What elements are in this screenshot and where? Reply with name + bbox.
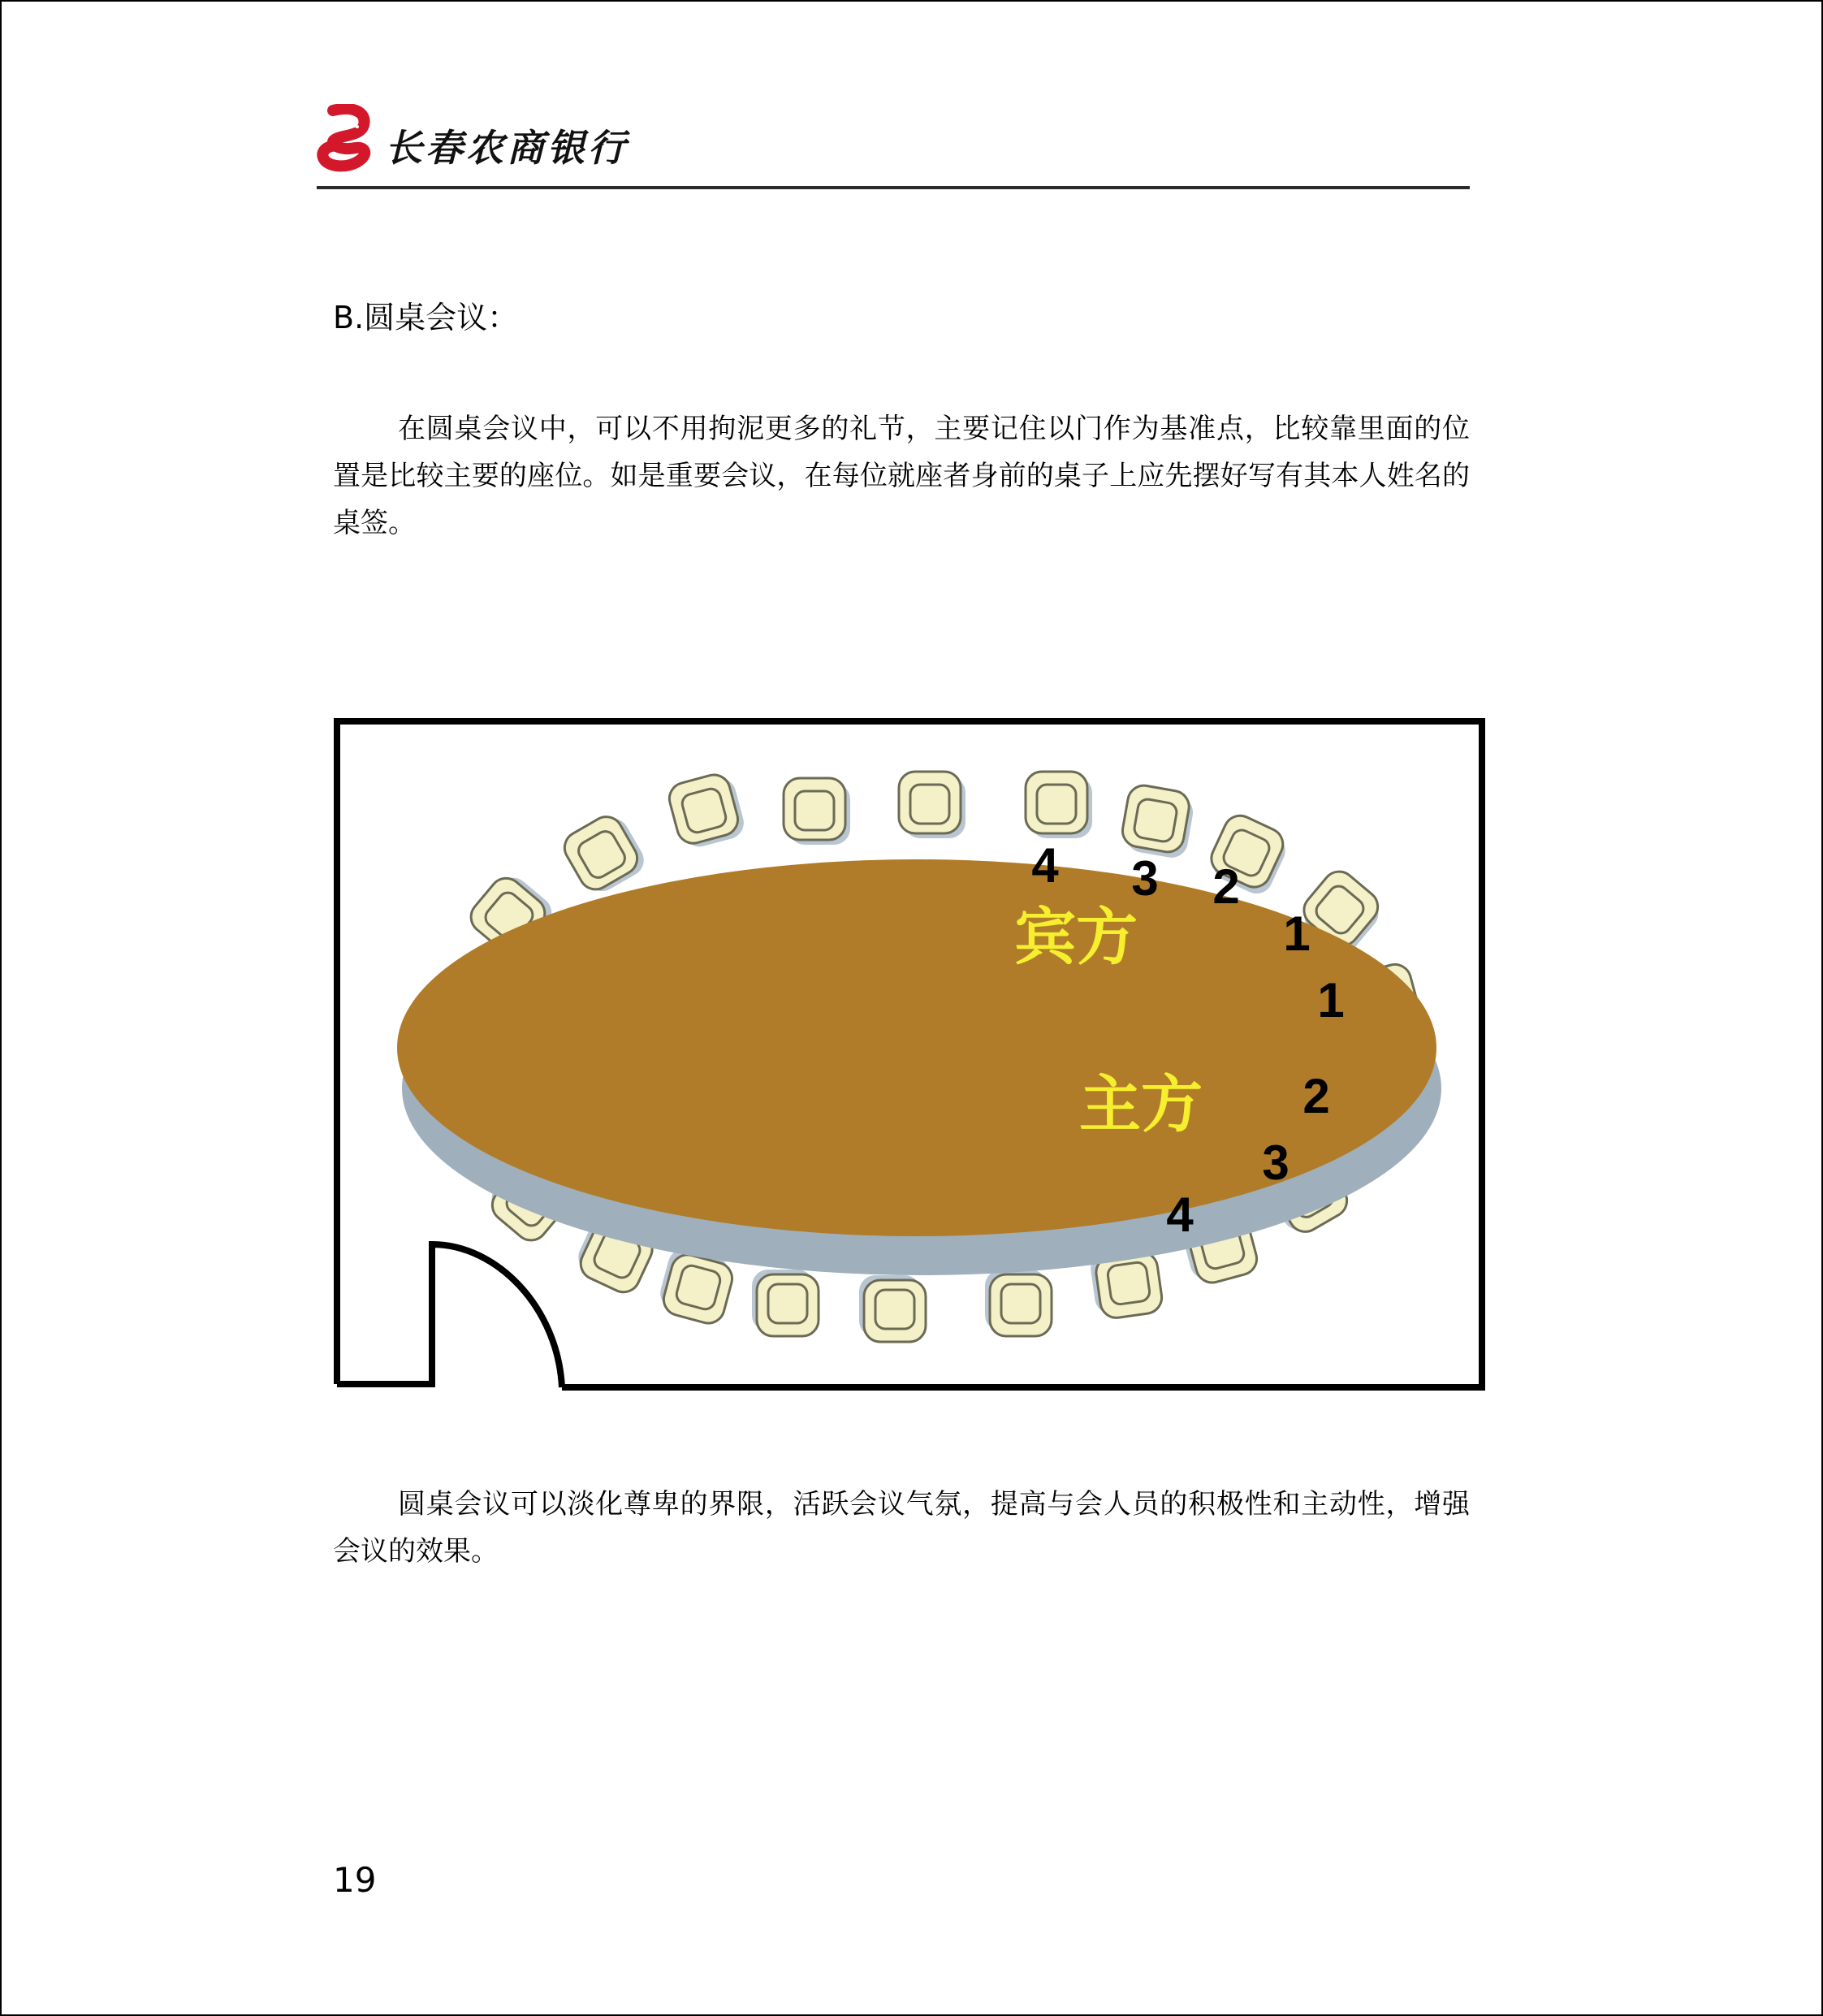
host-rank-2: 2 bbox=[1302, 1069, 1330, 1123]
bank-name: 长春农商银行 bbox=[385, 126, 629, 170]
bank-logo-icon bbox=[317, 104, 374, 177]
guest-rank-2: 2 bbox=[1212, 859, 1240, 914]
seating-diagram-svg bbox=[329, 715, 1490, 1397]
chair bbox=[1119, 783, 1196, 860]
guest-rank-4: 4 bbox=[1031, 838, 1059, 893]
guest-rank-1: 1 bbox=[1283, 906, 1311, 961]
page-header bbox=[317, 104, 1470, 188]
guest-rank-3: 3 bbox=[1131, 851, 1159, 906]
door bbox=[432, 1244, 562, 1387]
host-rank-4: 4 bbox=[1166, 1188, 1194, 1242]
host-side-label: 主方 bbox=[1079, 1071, 1203, 1140]
chair bbox=[985, 1270, 1052, 1336]
guest-side-label: 宾方 bbox=[1014, 903, 1138, 972]
header-divider bbox=[317, 186, 1470, 189]
round-table-seating-diagram bbox=[329, 715, 1490, 1397]
intro-paragraph: 在圆桌会议中，可以不用拘泥更多的礼节，主要记住以门作为基准点，比较靠里面的位置是比较主要的座位。如是重要会议，在每位就座者身前的桌子上应先摆好写有其本人姓名的桌签。 bbox=[333, 413, 1470, 539]
chair bbox=[666, 770, 747, 851]
chair bbox=[1026, 772, 1092, 838]
closing-paragraph: 圆桌会议可以淡化尊卑的界限，活跃会议气氛，提高与会人员的积极性和主动性，增强会议的效果。 bbox=[333, 1488, 1470, 1568]
page-number: 19 bbox=[333, 1860, 377, 1900]
chair bbox=[859, 1275, 926, 1342]
chair bbox=[752, 1270, 819, 1336]
host-rank-1: 1 bbox=[1317, 973, 1345, 1027]
host-rank-3: 3 bbox=[1262, 1136, 1289, 1190]
chair bbox=[899, 772, 965, 838]
chair bbox=[784, 778, 850, 845]
chair bbox=[559, 808, 650, 899]
section-title: B.圆桌会议： bbox=[333, 300, 519, 335]
